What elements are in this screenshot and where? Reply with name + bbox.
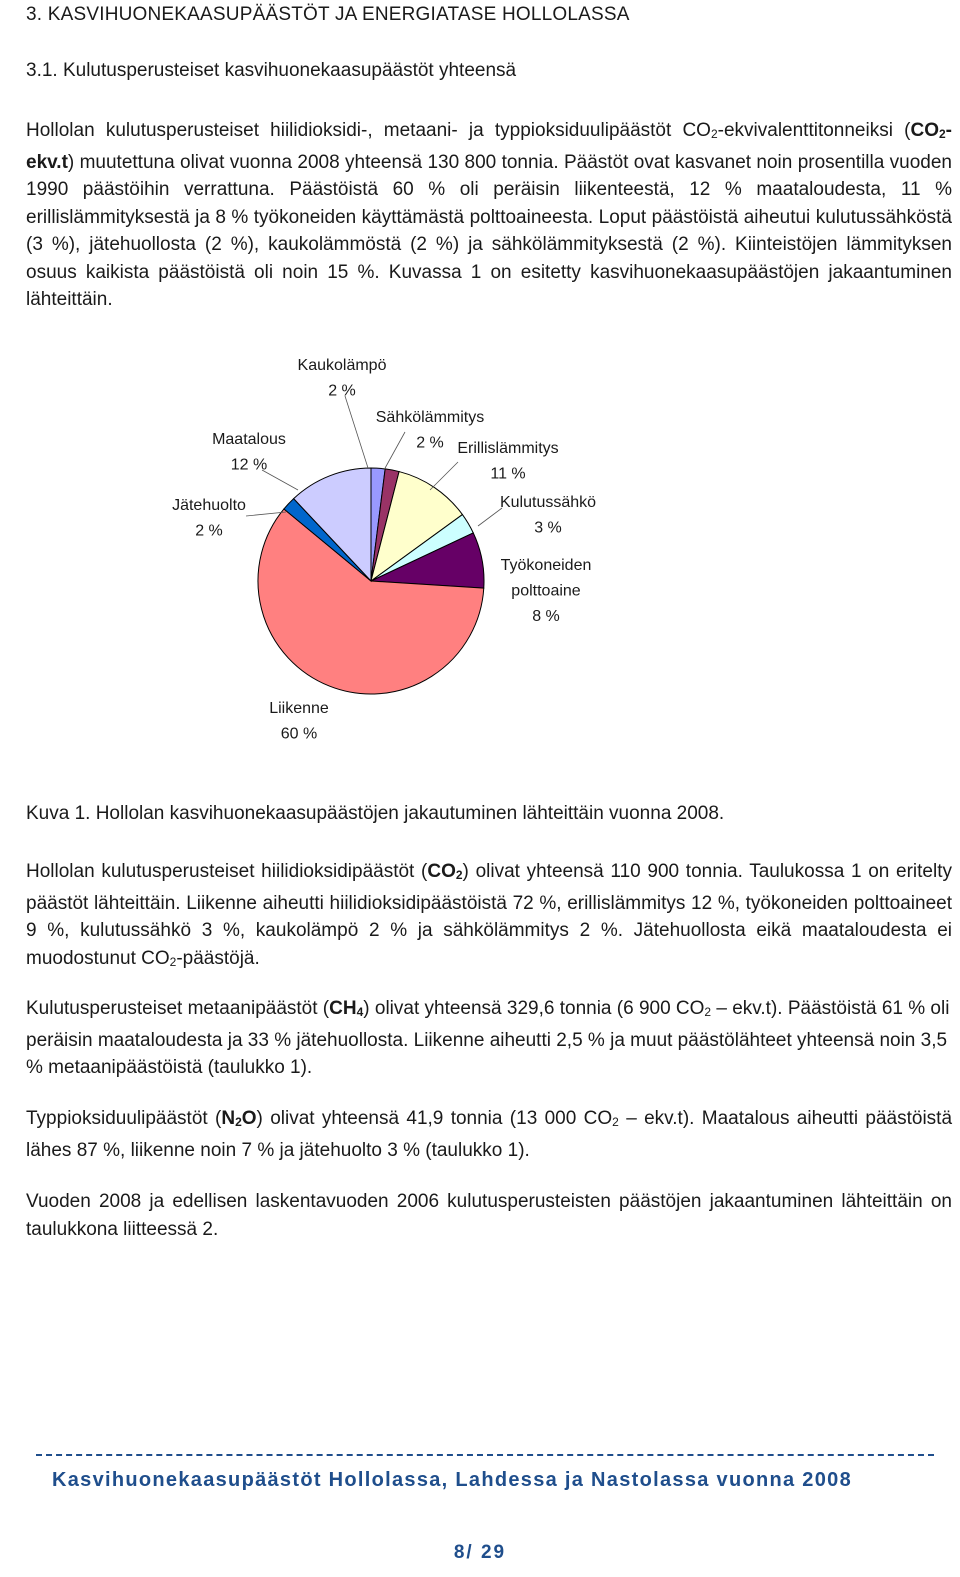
subsection-heading: 3.1. Kulutusperusteiset kasvihuonekaasupäästöt yhteensä	[26, 60, 517, 81]
pie-label: Työkoneiden polttoaine 8 %	[500, 557, 592, 625]
pie-label: Liikenne 60 %	[269, 700, 329, 743]
leader-line	[478, 508, 502, 526]
footer-title: Kasvihuonekaasupäästöt Hollolassa, Lahdessa ja Nastolassa vuonna 2008	[52, 1469, 852, 1491]
pie-label: Kaukolämpö 2 %	[297, 357, 387, 400]
pie-label: Kulutussähkö 3 %	[499, 494, 597, 537]
pie-label: Sähkölämmitys 2 %	[375, 409, 485, 452]
emissions-pie-chart	[0, 340, 960, 760]
section-heading: 3. KASVIHUONEKAASUPÄÄSTÖT JA ENERGIATASE HOLLOLASSA	[26, 4, 630, 25]
figure-caption: Kuva 1. Hollolan kasvihuonekaasupäästöjen jakautuminen lähteittäin vuonna 2008.	[26, 803, 725, 824]
paragraph-nitrous-oxide: Typpioksiduulipäästöt $(N_2O)$ olivat yhteensä 41,9 tonnia (13 000 $CO_2 - ekv.t$). Maatalous aiheutti päästöistä lähes 87 %, liikenne noin 7 % ja jätehuolto 3 % (taulukko 1).	[26, 1108, 953, 1161]
leader-line	[430, 462, 458, 490]
pie-label: Maatalous 12 %	[212, 431, 286, 474]
paragraph-co2: Hollolan kulutusperusteiset hiilidioksidipäästöt $(CO_2)$ olivat yhteensä 110 900 tonnia. Taulukossa 1 on eritelty päästöt lähteittäin. Liikenne aiheutti hiilidioksidipäästöistä 72 %, erillislämmitys 12 %, työkoneiden polttoaineet 9 %, kulutussähkö 3 %, kaukolämpö 2 % ja sähkölämmitys 2 %. Jätehuollosta eikä maataloudesta ei muodostunut $CO_2$-päästöjä.	[26, 861, 953, 969]
paragraph-appendix-reference: Vuoden 2008 ja edellisen laskentavuoden 2006 kulutusperusteisten päästöjen jakaantuminen lähteittäin on taulukkona liitteessä 2.	[26, 1191, 952, 1240]
paragraph-methane: Kulutusperusteiset metaanipäästöt $(CH_4)$ olivat yhteensä 329,6 tonnia (6 900 $CO_2 - ekv.t$). Päästöistä 61 % oli peräisin maataloudesta ja 33 % jätehuollosta. Liikenne aiheutti 2,5 % ja muut päästölähteet yhteensä noin 3,5 % metaanipäästöistä (taulukko 1).	[26, 998, 950, 1078]
pie-label: Jätehuolto 2 %	[172, 497, 246, 540]
page-number: 8/ 29	[453, 1542, 507, 1563]
leader-line	[262, 470, 298, 490]
leader-line	[384, 432, 405, 470]
pie-label: Erillislämmitys 11 %	[457, 440, 559, 483]
footer-divider	[36, 1454, 934, 1456]
leader-line	[345, 396, 368, 468]
paragraph-total-emissions: Hollolan kulutusperusteiset hiilidioksidi-, metaani- ja typpioksiduulipäästöt $CO_2$-ekvivalenttitonneiksi $(CO_2-ekv.t)$ muutettuna olivat vuonna 2008 yhteensä 130 800 tonnia. Päästöt ovat kasvanet noin prosentilla vuoden 1990 päästöihin verrattuna. Päästöistä 60 % oli peräisin liikenteestä, 12 % maataloudesta, 11 % erillislämmityksestä ja 8 % työkoneiden käyttämästä polttoaineesta. Loput päästöistä aiheutui kulutussähköstä (3 %), jätehuollosta (2 %), kaukolämmöstä (2 %) ja sähkölämmityksestä (2 %). Kiinteistöjen lämmityksen osuus kaikista päästöistä oli noin 15 %. Kuvassa 1 on esitetty kasvihuonekaasupäästöjen jakaantuminen lähteittäin.	[26, 120, 952, 310]
